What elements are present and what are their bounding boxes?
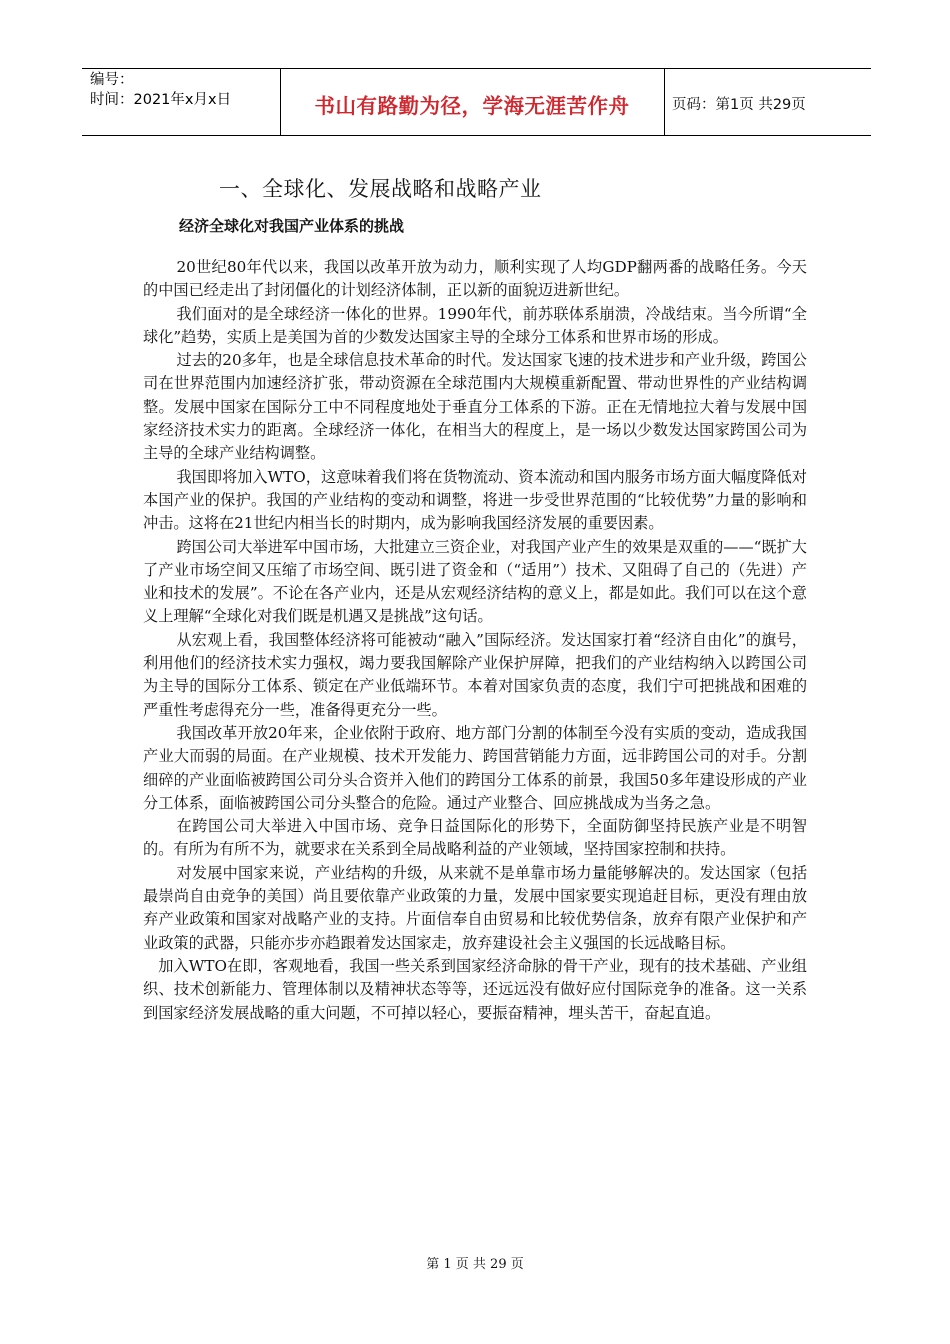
- document-title: 一、全球化、发展战略和战略产业: [219, 177, 542, 201]
- document-body: [143, 256, 807, 1025]
- document-subtitle: 经济全球化对我国产业体系的挑战: [179, 217, 405, 235]
- paragraph: 过去的20多年，也是全球信息技术革命的时代。发达国家飞速的技术进步和产业升级，跨国公司在世界范围内加速经济扩张，带动资源在全球范围内大规模重新配置、带动世界性的产业结构调整。发展中国家在国际分工中不同程度地处于垂直分工体系的下游。正在无情地拉大着与发展中国家经济技术实力的距离。全球经济一体化，在相当大的程度上，是一场以少数发达国家跨国公司为主导的全球产业结构调整。: [143, 351, 807, 463]
- page-footer: 第 1 页 共 29 页: [426, 1257, 524, 1272]
- header-page-info: 页码：第1页 共29页: [672, 97, 806, 113]
- header-page-cell: [664, 69, 871, 135]
- paragraph: 加入WTO在即，客观地看，我国一些关系到国家经济命脉的骨干产业，现有的技术基础、产业组织、技术创新能力、管理体制以及精神状态等等，还远远没有做好应付国际竞争的准备。这一关系到国家经济发展战略的重大问题，不可掉以轻心，要振奋精神，埋头苦干，奋起直追。: [143, 956, 807, 1022]
- paragraph: 从宏观上看，我国整体经济将可能被动“融入”国际经济。发达国家打着“经济自由化”的旗号，利用他们的经济技术实力强权，竭力要我国解除产业保护屏障，把我们的产业结构纳入以跨国公司为主导的国际分工体系、锁定在产业低端环节。本着对国家负责的态度，我们宁可把挑战和困难的严重性考虑得充分一些，准备得更充分一些。: [143, 630, 807, 719]
- document-number-label: 编号：: [90, 72, 134, 88]
- header-motto-cell: [280, 69, 665, 135]
- paragraph: 在跨国公司大举进入中国市场、竞争日益国际化的形势下，全面防御坚持民族产业是不明智的。有所为有所不为，就要求在关系到全局战略利益的产业领域，坚持国家控制和扶持。: [143, 817, 807, 859]
- paragraph: 20世纪80年代以来，我国以改革开放为动力，顺利实现了人均GDP翻两番的战略任务。今天的中国已经走出了封闭僵化的计划经济体制，正以新的面貌迈进新世纪。: [143, 258, 807, 300]
- document-time-label: 时间：2021年x月x日: [90, 92, 232, 108]
- paragraph: 我国即将加入WTO，这意味着我们将在货物流动、资本流动和国内服务市场方面大幅度降低对本国产业的保护。我国的产业结构的变动和调整，将进一步受世界范围的“比较优势”力量的影响和冲击。这将在21世纪内相当长的时期内，成为影响我国经济发展的重要因素。: [143, 467, 807, 533]
- header-motto: 书山有路勤为径，学海无涯苦作舟: [314, 94, 630, 118]
- header-meta-cell: [82, 69, 281, 135]
- paragraph: 我们面对的是全球经济一体化的世界。1990年代，前苏联体系崩溃，冷战结束。当今所谓“全球化”趋势，实质上是美国为首的少数发达国家主导的全球分工体系和世界市场的形成。: [143, 304, 807, 346]
- paragraph: 对发展中国家来说，产业结构的升级，从来就不是单靠市场力量能够解决的。发达国家（包括最崇尚自由竞争的美国）尚且要依靠产业政策的力量，发展中国家要实现追赶目标，更没有理由放弃产业政策和国家对战略产业的支持。片面信奉自由贸易和比较优势信条，放弃有限产业保护和产业政策的武器，只能亦步亦趋跟着发达国家走，放弃建设社会主义强国的长远战略目标。: [143, 863, 807, 952]
- paragraph: 跨国公司大举进军中国市场，大批建立三资企业，对我国产业产生的效果是双重的——“既扩大了产业市场空间又压缩了市场空间、既引进了资金和（“适用”）技术、又阻碍了自己的（先进）产业和技术的发展”。不论在各产业内，还是从宏观经济结构的意义上，都是如此。我们可以在这个意义上理解“全球化对我们既是机遇又是挑战”这句话。: [143, 537, 807, 626]
- document-header: [82, 68, 871, 136]
- paragraph: 我国改革开放20年来，企业依附于政府、地方部门分割的体制至今没有实质的变动，造成我国产业大而弱的局面。在产业规模、技术开发能力、跨国营销能力方面，远非跨国公司的对手。分割细碎的产业面临被跨国公司分头合资并入他们的跨国分工体系的前景，我国50多年建设形成的产业分工体系，面临被跨国公司分头整合的危险。通过产业整合、回应挑战成为当务之急。: [143, 723, 807, 812]
